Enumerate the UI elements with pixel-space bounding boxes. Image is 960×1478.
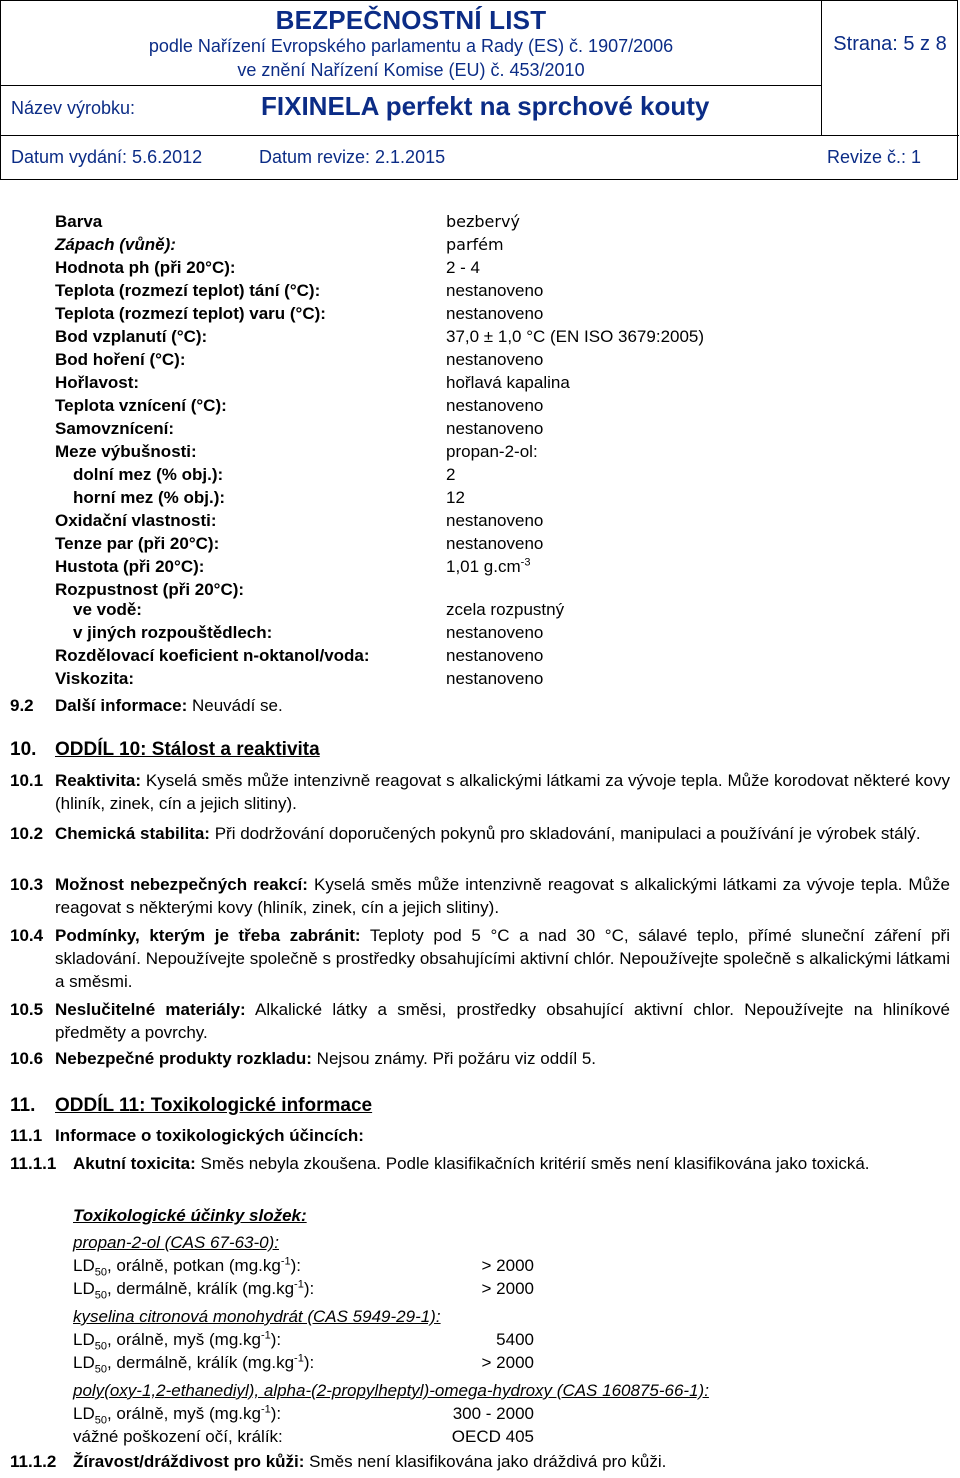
- property-value: [446, 373, 570, 393]
- property-value: [446, 212, 520, 232]
- property-value-text: bezbervý: [446, 212, 520, 231]
- property-label: Oxidační vlastnosti:: [55, 511, 217, 530]
- item-number: 10.5: [10, 1000, 44, 1019]
- property-value: [446, 646, 543, 666]
- item-10-2: [55, 822, 950, 845]
- section-text: Neuvádí se.: [192, 696, 283, 715]
- section-11-title: ODDÍL 11: Toxikologické informace: [55, 1095, 373, 1116]
- property-value-text: nestanoveno: [446, 623, 544, 642]
- property-value: [446, 488, 465, 508]
- toxicity-test-mid: , orálně, myš (mg.kg: [106, 1330, 261, 1349]
- property-value: [446, 465, 455, 485]
- property-value-text: nestanoveno: [446, 304, 544, 323]
- item-text: Teploty pod 5 °C a nad 30 °C, sálavé teplo, přímé sluneční záření při skladování. Nepoužívejte společně s prostředky obsahujícími aktivní chlór. Nepoužívejte společně s alkalickými látkami a směsmi.: [55, 926, 950, 991]
- toxicity-test-sub: 50: [94, 1289, 107, 1302]
- item-text: Kyselá směs může intenzivně reagovat s alkalickými látkami za vývoje tepla. Může korodovat některé kovy (hliník, zinek, cín a jejich slitiny).: [55, 771, 950, 813]
- toxicity-test-sub: 50: [94, 1266, 107, 1279]
- property-value: [446, 534, 543, 554]
- property-value-text: 1,01 g.cm: [446, 557, 521, 576]
- property-label: v jiných rozpouštědlech:: [73, 623, 273, 642]
- item-label: Nebezpečné produkty rozkladu:: [55, 1049, 312, 1068]
- section-number: 11.: [10, 1095, 36, 1116]
- property-value: [446, 235, 504, 255]
- item-text: Směs nebyla zkoušena. Podle klasifikačních kritérií směs není klasifikována jako toxická.: [200, 1154, 870, 1173]
- page-number: Strana: 5 z 8: [833, 33, 947, 55]
- property-label: Barva: [55, 212, 103, 231]
- toxicity-value: 300 - 2000: [452, 1404, 534, 1423]
- item-11-1-1: [73, 1152, 950, 1175]
- substance-name: poly(oxy-1,2-ethanediyl), alpha-(2-propylheptyl)-omega-hydroxy (CAS 160875-66-1):: [73, 1381, 709, 1400]
- item-label: Informace o toxikologických účincích:: [55, 1126, 364, 1145]
- toxicity-test: [73, 1403, 282, 1427]
- item-10-6: [55, 1047, 950, 1070]
- property-label: Hustota (při 20°C):: [55, 557, 205, 576]
- item-label: Možnost nebezpečných reakcí:: [55, 875, 308, 894]
- property-value-text: nestanoveno: [446, 419, 544, 438]
- toxicity-test-sup: -1: [260, 1329, 271, 1342]
- property-value-text: parfém: [446, 235, 504, 254]
- property-label: Bod vzplanutí (°C):: [55, 327, 208, 346]
- item-text: Kyselá směs může intenzivně reagovat s alkalickými látkami za vývoje tepla. Může reagovat s některými kovy (hliník, zinek, cín a jejich slitiny).: [55, 875, 950, 917]
- property-value: [446, 511, 543, 531]
- item-label: Reaktivita:: [55, 771, 141, 790]
- property-label: Tenze par (při 20°C):: [55, 534, 220, 553]
- property-label: Teplota (rozmezí teplot) varu (°C):: [55, 304, 326, 323]
- unit-exponent: -3: [520, 556, 531, 569]
- property-label: Rozpustnost (při 20°C):: [55, 580, 245, 599]
- toxicity-test-sub: 50: [94, 1363, 107, 1376]
- toxicity-test: [73, 1329, 282, 1353]
- toxicity-test: [73, 1278, 315, 1302]
- item-10-3: [55, 873, 950, 919]
- toxicity-test-post: ):: [270, 1404, 282, 1423]
- item-11-1-2: [73, 1452, 666, 1472]
- property-value: [446, 600, 564, 620]
- toxicity-test-sub: 50: [94, 1414, 107, 1427]
- property-label: Viskozita:: [55, 669, 135, 688]
- toxicity-test-post: ):: [303, 1279, 315, 1298]
- toxicity-value: > 2000: [481, 1353, 534, 1372]
- document-title: BEZPEČNOSTNÍ LIST: [275, 5, 547, 35]
- property-value: [446, 350, 543, 370]
- property-label: Zápach (vůně):: [55, 235, 176, 254]
- item-10-1: [55, 769, 950, 815]
- toxicity-value: OECD 405: [451, 1427, 534, 1446]
- property-value: [446, 669, 543, 689]
- property-value: [446, 623, 543, 643]
- toxicity-value: > 2000: [481, 1256, 534, 1275]
- property-value-text: nestanoveno: [446, 350, 544, 369]
- property-label: Teplota (rozmezí teplot) tání (°C):: [55, 281, 321, 300]
- toxicity-test-sup: -1: [280, 1255, 291, 1268]
- section-number: 9.2: [10, 696, 34, 715]
- item-number: 10.2: [10, 824, 44, 843]
- section-9-2: [55, 696, 283, 716]
- property-value-text: nestanoveno: [446, 396, 544, 415]
- section-number: 10.: [10, 739, 37, 760]
- property-value-text: nestanoveno: [446, 669, 544, 688]
- item-10-5: [55, 998, 950, 1044]
- property-value-text: 2 - 4: [446, 258, 481, 277]
- effects-title: Toxikologické účinky složek:: [73, 1206, 307, 1225]
- product-name: FIXINELA perfekt na sprchové kouty: [261, 91, 710, 121]
- regulation-line-1: podle Nařízení Evropského parlamentu a Rady (ES) č. 1907/2006: [148, 36, 674, 56]
- substance-name: kyselina citronová monohydrát (CAS 5949-29-1):: [73, 1307, 441, 1326]
- property-value: [446, 258, 480, 278]
- toxicity-test-pre: vážné poškození očí, králík:: [73, 1427, 283, 1446]
- header-divider: [1, 85, 821, 86]
- toxicity-test-pre: LD: [73, 1330, 95, 1349]
- revision-date: Datum revize: 2.1.2015: [259, 147, 446, 167]
- header-divider: [1, 135, 959, 136]
- item-number: 11.1.1: [10, 1154, 57, 1173]
- item-text: Nejsou známy. Při požáru viz oddíl 5.: [316, 1049, 597, 1068]
- item-number: 11.1: [10, 1126, 43, 1145]
- toxicity-test-sup: -1: [294, 1352, 304, 1365]
- toxicity-test-mid: , orálně, myš (mg.kg: [106, 1404, 261, 1423]
- header-divider: [821, 1, 822, 135]
- property-value-text: nestanoveno: [446, 281, 544, 300]
- toxicity-test-sup: -1: [260, 1403, 271, 1416]
- item-label: Chemická stabilita:: [55, 824, 210, 843]
- property-value-text: zcela rozpustný: [446, 600, 565, 619]
- toxicity-test-post: ):: [303, 1353, 315, 1372]
- property-value-text: hořlavá kapalina: [446, 373, 570, 392]
- toxicity-test-pre: LD: [73, 1353, 95, 1372]
- item-number: 10.6: [10, 1049, 44, 1068]
- property-value: [446, 396, 543, 416]
- property-value: [446, 419, 543, 439]
- item-number: 10.4: [10, 926, 44, 945]
- property-label: Teplota vznícení (°C):: [55, 396, 227, 415]
- toxicity-test: [73, 1255, 302, 1279]
- property-value: [446, 281, 543, 301]
- property-value: [446, 557, 530, 577]
- item-number: 10.1: [10, 771, 44, 790]
- item-label: Akutní toxicita:: [73, 1154, 196, 1173]
- property-value: [446, 442, 538, 462]
- item-10-4: [55, 924, 950, 993]
- item-text: Alkalické látky a směsi, prostředky obsahující aktivní chlor. Nepoužívejte na hliníkové předměty a povrchy.: [55, 1000, 950, 1042]
- property-value-text: 2: [446, 465, 456, 484]
- toxicity-test-pre: LD: [73, 1256, 95, 1275]
- property-label: dolní mez (% obj.):: [73, 465, 224, 484]
- property-value-text: propan-2-ol:: [446, 442, 538, 461]
- property-label: Meze výbušnosti:: [55, 442, 197, 461]
- section-10-title: ODDÍL 10: Stálost a reaktivita: [55, 739, 320, 760]
- toxicity-test-mid: , dermálně, králík (mg.kg: [106, 1353, 295, 1372]
- toxicity-test-sup: -1: [294, 1278, 304, 1291]
- property-label: horní mez (% obj.):: [73, 488, 226, 507]
- property-value-text: 37,0 ± 1,0 °C (EN ISO 3679:2005): [446, 327, 705, 346]
- revision-number: Revize č.: 1: [827, 147, 922, 167]
- property-value-text: 12: [446, 488, 465, 507]
- property-label: Rozdělovací koeficient n-oktanol/voda:: [55, 646, 370, 665]
- issue-date: Datum vydání: 5.6.2012: [11, 147, 203, 167]
- item-label: Neslučitelné materiály:: [55, 1000, 246, 1019]
- property-label: Samovznícení:: [55, 419, 175, 438]
- toxicity-test-mid: , orálně, potkan (mg.kg: [106, 1256, 281, 1275]
- item-number: 10.3: [10, 875, 44, 894]
- section-label: Další informace:: [55, 696, 188, 715]
- toxicity-test-post: ):: [290, 1256, 302, 1275]
- item-number: 11.1.2: [10, 1452, 57, 1471]
- toxicity-value: 5400: [496, 1330, 534, 1349]
- property-value: [446, 327, 704, 347]
- property-value-text: nestanoveno: [446, 511, 544, 530]
- regulation-line-2: ve znění Nařízení Komise (EU) č. 453/2010: [237, 60, 585, 80]
- property-value-text: nestanoveno: [446, 534, 544, 553]
- property-label: Hořlavost:: [55, 373, 140, 392]
- toxicity-test: [73, 1352, 315, 1376]
- toxicity-test-mid: , dermálně, králík (mg.kg: [106, 1279, 295, 1298]
- property-label: Bod hoření (°C):: [55, 350, 186, 369]
- item-text: Při dodržování doporučených pokynů pro skladování, manipulaci a používání je výrobek stálý.: [214, 824, 921, 843]
- document-header: [0, 0, 958, 180]
- property-value-text: nestanoveno: [446, 646, 544, 665]
- product-label: Název výrobku:: [11, 98, 136, 118]
- item-label: Podmínky, kterým je třeba zabránit:: [55, 926, 361, 945]
- toxicity-test-pre: LD: [73, 1279, 95, 1298]
- property-label: ve vodě:: [73, 600, 142, 619]
- item-label: Žíravost/dráždivost pro kůži:: [73, 1452, 305, 1471]
- toxicity-test-sub: 50: [94, 1340, 107, 1353]
- toxicity-value: > 2000: [481, 1279, 534, 1298]
- toxicity-test: [73, 1427, 283, 1447]
- substance-name: propan-2-ol (CAS 67-63-0):: [73, 1233, 279, 1252]
- property-label: Hodnota ph (při 20°C):: [55, 258, 236, 277]
- property-value: [446, 304, 543, 324]
- toxicity-test-post: ):: [270, 1330, 282, 1349]
- toxicity-test-pre: LD: [73, 1404, 95, 1423]
- item-text: Směs není klasifikována jako dráždivá pro kůži.: [309, 1452, 667, 1471]
